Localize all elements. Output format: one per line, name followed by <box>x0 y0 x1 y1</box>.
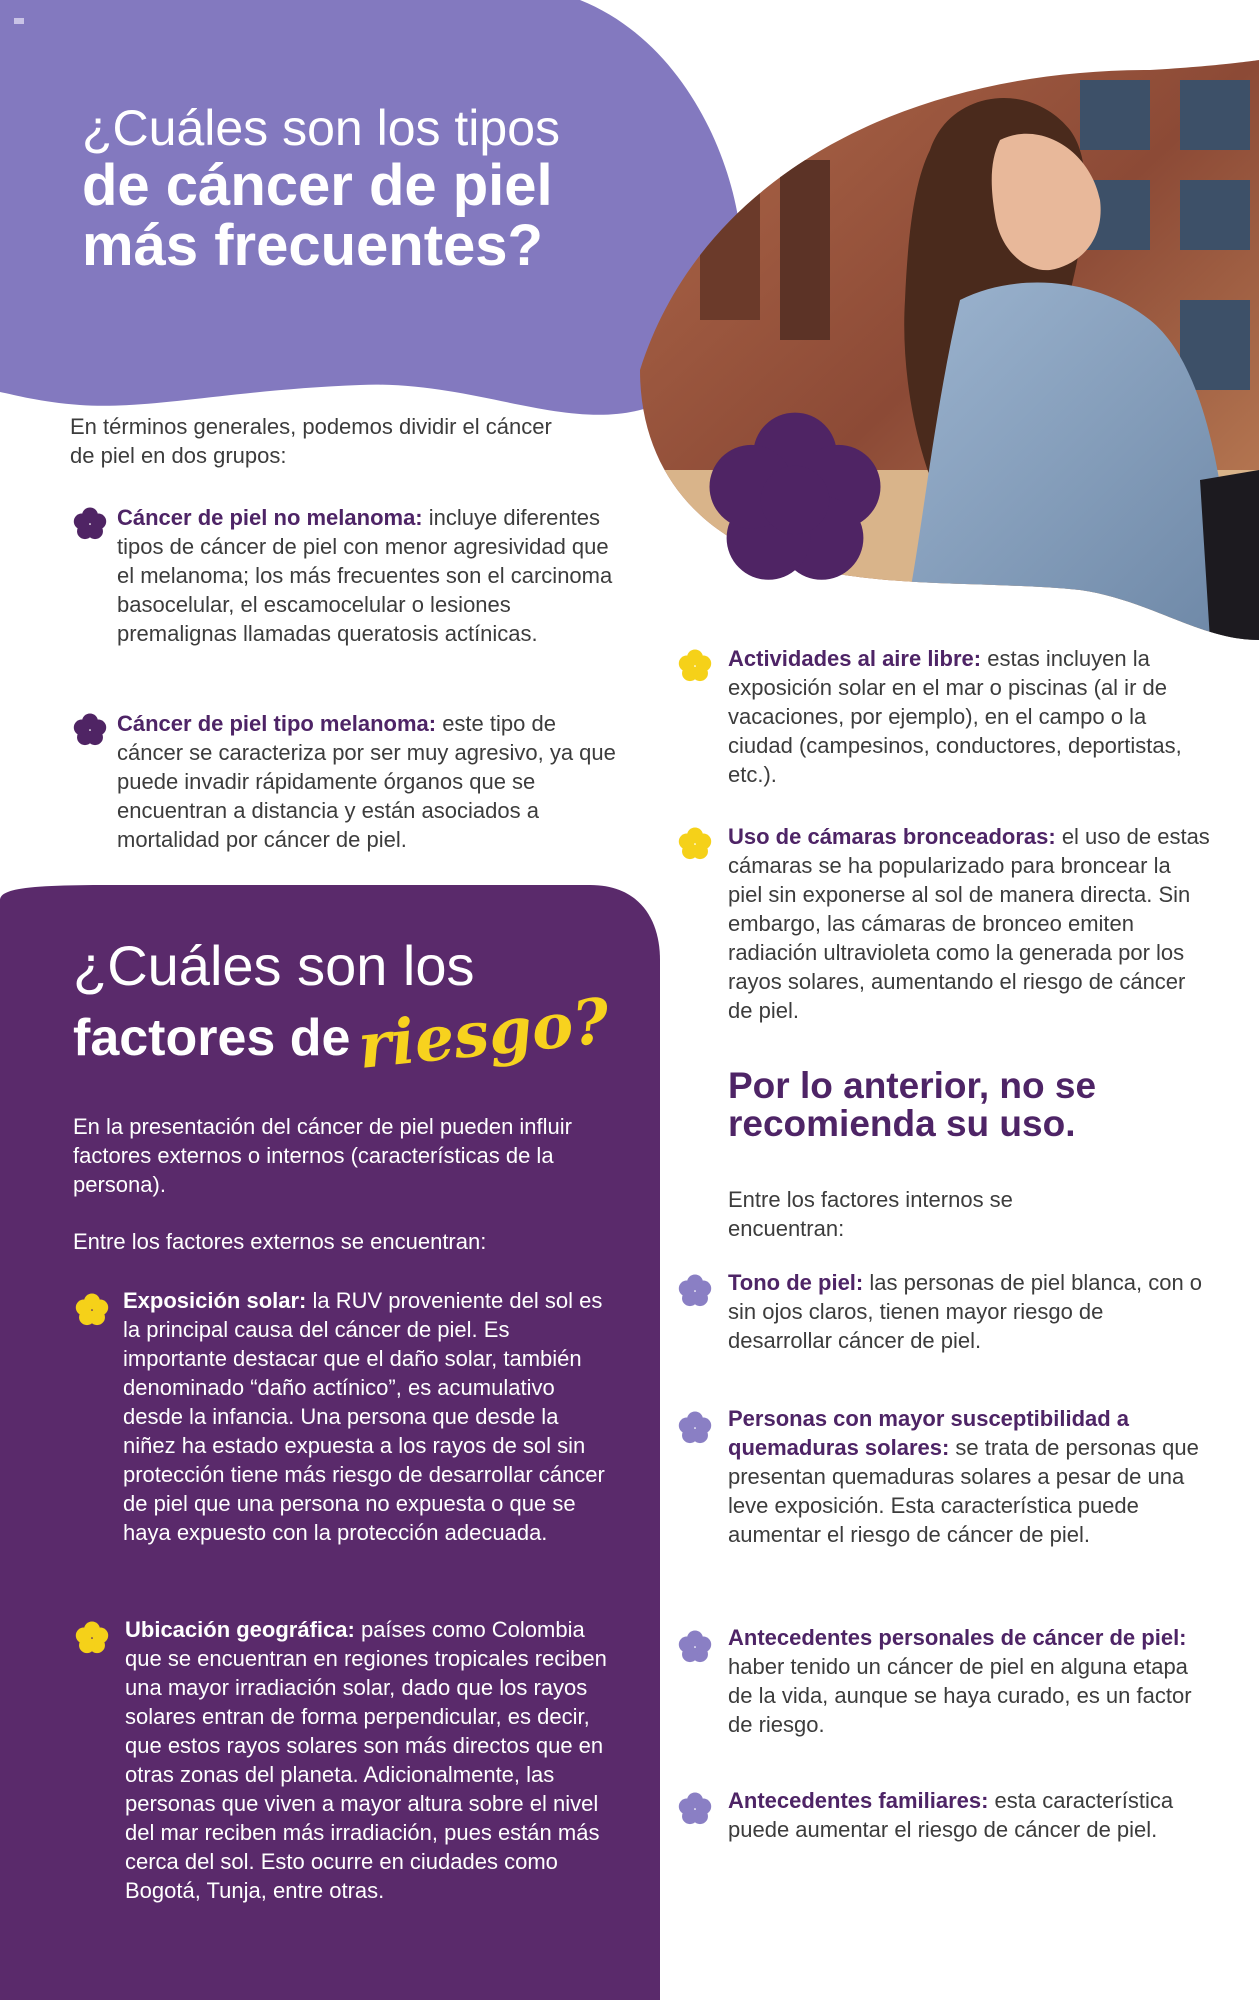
item-title: Uso de cámaras bronceadoras: <box>728 824 1056 849</box>
flower-bullet-icon <box>74 1620 110 1656</box>
large-flower-icon <box>700 405 890 595</box>
page-title <box>82 100 722 276</box>
flower-bullet-icon <box>74 1292 110 1328</box>
item-title: Antecedentes familiares: <box>728 1788 989 1813</box>
internal-factor-item <box>728 1268 1210 1355</box>
item-text: esta característica puede aumentar el riesgo de cáncer de piel. <box>728 1788 1174 1842</box>
item-title: Cáncer de piel no melanoma: <box>117 505 423 530</box>
flower-bullet-icon <box>677 1791 713 1827</box>
internal-factor-item <box>728 1404 1210 1549</box>
external-factor-item <box>123 1286 613 1547</box>
item-title: Personas con mayor susceptibilidad a quemaduras solares: <box>728 1406 1130 1460</box>
item-text: este tipo de cáncer se caracteriza por ser muy agresivo, ya que puede invadir rápidamente órganos que se encuentran a distancia y están asociados a mortalidad por cáncer de piel. <box>117 711 616 852</box>
flower-bullet-icon <box>677 1410 713 1446</box>
item-title: Exposición solar: <box>123 1288 307 1313</box>
external-intro: Entre los factores externos se encuentran: <box>73 1229 487 1254</box>
item-text: incluye diferentes tipos de cáncer de piel con menor agresividad que el melanoma; los más frecuentes son el carcinoma basocelular, el escamocelular o lesiones premalignas llamadas queratosis actínicas. <box>117 505 613 646</box>
item-text: países como Colombia que se encuentran en regiones tropicales reciben una mayor irradiación solar, dado que los rayos solares entran de forma perpendicular, es decir, que estos rayos solares son más directos que en otras zonas del planeta. Adicionalmente, las personas que viven a mayor altura sobre el nivel del mar reciben más irradiación, pues están más cerca del sol. Esto ocurre en ciudades como Bogotá, Tunja, entre otras. <box>125 1617 607 1903</box>
item-text: el uso de estas cámaras se ha popularizado para broncear la piel sin exponerse al sol de manera directa. Sin embargo, las cámaras de bronceo emiten radiación ultravioleta como la generada por los rayos solares, aumentando el riesgo de cáncer de piel. <box>728 824 1210 1023</box>
conclusion-heading: Por lo anterior, no se recomienda su uso. <box>728 1065 1097 1144</box>
item-title: Tono de piel: <box>728 1270 864 1295</box>
external-factor-item <box>728 822 1210 1025</box>
external-factor-item <box>728 644 1210 789</box>
external-factor-item <box>125 1615 615 1905</box>
title-light-line: ¿Cuáles son los tipos <box>82 100 561 156</box>
flower-bullet-icon <box>72 506 108 542</box>
internal-intro: Entre los factores internos se encuentran: <box>728 1187 1013 1241</box>
flower-bullet-icon <box>677 826 713 862</box>
intro-text: En términos generales, podemos dividir el cáncer de piel en dos grupos: <box>70 414 552 468</box>
title-bold-line-2: más frecuentes? <box>82 213 543 278</box>
internal-factor-item <box>728 1786 1210 1844</box>
risk-title <box>73 934 673 1083</box>
item-text: se trata de personas que presentan quemaduras solares a pesar de una leve exposición. Esta característica puede aumentar el riesgo de cáncer de piel. <box>728 1435 1199 1547</box>
item-title: Actividades al aire libre: <box>728 646 982 671</box>
risk-intro: En la presentación del cáncer de piel pueden influir factores externos o internos (características de la persona). <box>73 1114 572 1197</box>
flower-bullet-icon <box>72 712 108 748</box>
flower-bullet-icon <box>677 1629 713 1665</box>
item-text: haber tenido un cáncer de piel en alguna etapa de la vida, aunque se haya curado, es un factor de riesgo. <box>728 1654 1192 1737</box>
item-title: Ubicación geográfica: <box>125 1617 355 1642</box>
title-bold-line-1: de cáncer de piel <box>82 153 553 218</box>
cancer-type-item <box>117 709 617 854</box>
item-title: Cáncer de piel tipo melanoma: <box>117 711 437 736</box>
risk-title-script: riesgo? <box>355 984 614 1083</box>
item-title: Antecedentes personales de cáncer de piel: <box>728 1625 1187 1650</box>
risk-title-bold: factores de <box>73 1009 351 1067</box>
flower-bullet-icon <box>677 1273 713 1309</box>
cancer-type-item <box>117 503 617 648</box>
item-text: la RUV proveniente del sol es la principal causa del cáncer de piel. Es importante destacar que el daño solar, también denominado “daño actínico”, es acumulativo desde la infancia. Una persona que desde la niñez ha estado expuesta a los rayos de sol sin protección tiene más riesgo de desarrollar cáncer de piel que una persona no expuesta o que se haya expuesto con la protección adecuada. <box>123 1288 605 1545</box>
corner-mark <box>14 18 24 24</box>
item-text: estas incluyen la exposición solar en el mar o piscinas (al ir de vacaciones, por ejemplo), en el campo o la ciudad (campesinos, conductores, deportistas, etc.). <box>728 646 1182 787</box>
risk-title-light: ¿Cuáles son los <box>73 934 475 997</box>
internal-factor-item <box>728 1623 1210 1739</box>
item-text: las personas de piel blanca, con o sin ojos claros, tienen mayor riesgo de desarrollar cáncer de piel. <box>728 1270 1203 1353</box>
flower-bullet-icon <box>677 648 713 684</box>
